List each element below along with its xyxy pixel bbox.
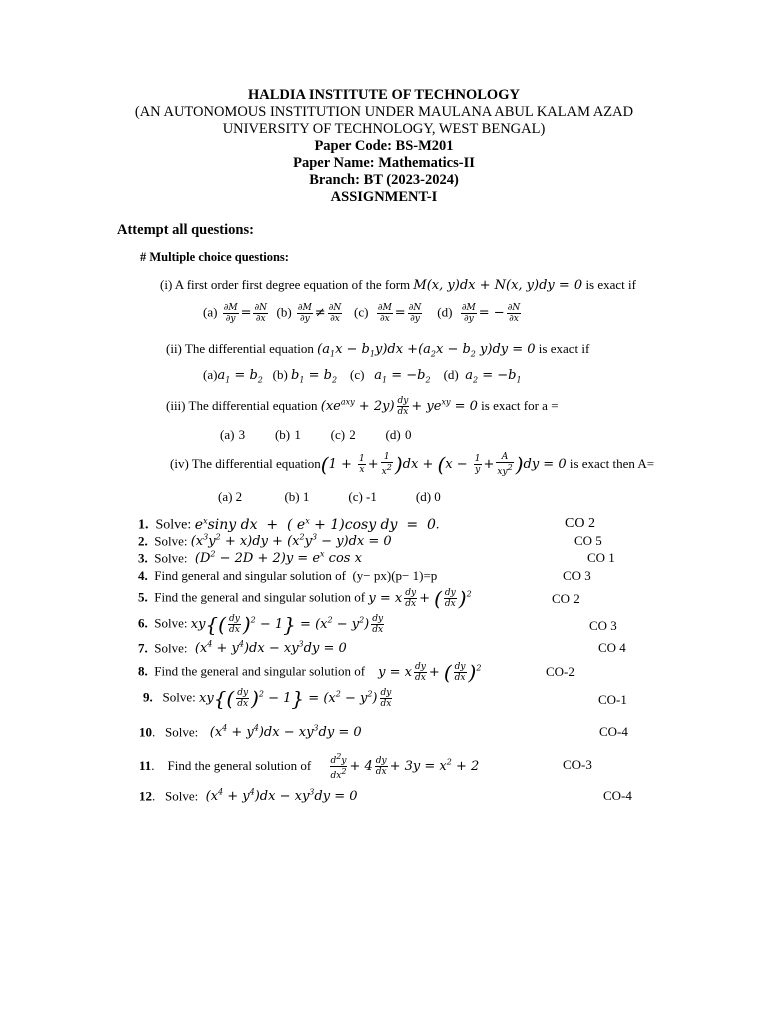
question-9-co: CO-1 bbox=[598, 692, 627, 707]
paper-code: Paper Code: BS-M201 bbox=[314, 138, 454, 154]
mcq-1-options: (a) $\frac{\partial M}{\partial y}$ = $\frac{\partial N}{\partial x}$ (b) $\frac{\partial M}{\partial y}$ ≠ $\frac{\partial N}{\partial x}$ (c) $\frac{\partial M}{\partial x}$ = $\frac{\partial N}{\partial y}$ (d) $\frac{\partial M}{\partial y}$ = − $\frac{\partial N}{\partial x}$ bbox=[203, 303, 521, 324]
question-6: 6. Solve: xy{( $\frac{dy}{dx}$ )$^2 - 1\} = (x^2 - y^2)$ $\frac{dy}{dx}$ bbox=[138, 612, 384, 636]
mcq-2-question bbox=[166, 341, 589, 359]
mcq-1-tail: is exact if bbox=[585, 277, 636, 292]
question-10-co: CO-4 bbox=[599, 724, 628, 739]
question-8-co: CO-2 bbox=[546, 664, 575, 679]
mcq-heading: # Multiple choice questions: bbox=[140, 250, 289, 264]
mcq-3-tail: is exact for a = bbox=[481, 398, 559, 413]
question-3-co: CO 1 bbox=[587, 550, 615, 565]
mcq-1-question bbox=[160, 277, 636, 293]
mcq-3-text: (iii) The differential equation bbox=[166, 398, 318, 413]
assignment-title: ASSIGNMENT-I bbox=[330, 189, 438, 205]
paper-name: Paper Name: Mathematics-II bbox=[293, 155, 475, 171]
mcq-1-opt-b: (b) bbox=[276, 304, 292, 320]
question-6-co: CO 3 bbox=[589, 618, 617, 633]
question-12-co: CO-4 bbox=[603, 788, 632, 803]
mcq-2-text: (ii) The differential equation bbox=[166, 341, 314, 356]
institute-subtitle-1: (AN AUTONOMOUS INSTITUTION UNDER MAULANA ABUL KALAM AZAD bbox=[134, 104, 634, 120]
attempt-all-heading: Attempt all questions: bbox=[117, 222, 254, 238]
question-2: 2. Solve: $(x^3y^2 + x)dy + (x^2y^3 - y)dx = 0$ bbox=[138, 533, 392, 550]
mcq-1-opt-a: (a) bbox=[203, 304, 218, 320]
question-4: 4. Find general and singular solution of (y− px)(p− 1)=p bbox=[138, 568, 438, 583]
question-7-co: CO 4 bbox=[598, 640, 626, 655]
mcq-1-equation: M(x, y)dx + N(x, y)dy = 0 bbox=[413, 278, 583, 293]
question-1: 1. Solve: $e^x\sin y$ dx + ( $e^x + 1)\cos y$ dy = 0. bbox=[138, 516, 440, 533]
question-5: 5. Find the general and singular solution of y = x $\frac{dy}{dx}$ + ( $\frac{dy}{dx}$ )$^2$ bbox=[138, 586, 472, 610]
question-11: 11. Find the general solution of $\frac{d^2y}{dx^2}$ + 4 $\frac{dy}{dx}$ + $3y = x^2 + 2$ bbox=[139, 752, 480, 781]
mcq-2-tail: is exact if bbox=[538, 341, 590, 356]
institute-subtitle-2: UNIVERSITY OF TECHNOLOGY, WEST BENGAL) bbox=[222, 121, 546, 137]
mcq-3-equation: $(xe^{axy} + 2y)$ $\frac{dy}{dx}$ + $ye^{xy} = 0$ bbox=[320, 396, 478, 417]
question-4-co: CO 3 bbox=[563, 568, 591, 583]
mcq-4-options: (a) 2 (b) 1 (c) -1 (d) 0 bbox=[218, 489, 441, 504]
mcq-4-tail: is exact then A= bbox=[569, 456, 655, 471]
question-12: 12. Solve: $(x^4 + y^4)dx - xy^3dy = 0$ bbox=[139, 788, 358, 805]
question-2-co: CO 5 bbox=[574, 533, 602, 548]
mcq-1-opt-d: (d) bbox=[437, 304, 453, 320]
mcq-3-options: (a) 3 (b) 1 (c) 2 (d) 0 bbox=[220, 427, 412, 442]
question-9: 9. Solve: xy{( $\frac{dy}{dx}$ )$^2 - 1\} = (x^2 - y^2)$ $\frac{dy}{dx}$ bbox=[143, 686, 392, 710]
mcq-1-text: (i) A first order first degree equation of the form bbox=[160, 277, 411, 292]
question-10: 10. Solve: $(x^4 + y^4)dx - xy^3dy = 0$ bbox=[139, 724, 362, 741]
question-3: 3. Solve: $(D^2 - 2D + 2)y = e^x$ cos x bbox=[138, 550, 362, 567]
question-1-co: CO 2 bbox=[565, 516, 595, 531]
mcq-4-text: (iv) The differential equation bbox=[170, 456, 321, 471]
question-8: 8. Find the general and singular solution of y = x $\frac{dy}{dx}$ + ( $\frac{dy}{dx}$ )$^2$ bbox=[138, 660, 482, 684]
mcq-4-equation: (1 + $\frac{1}{x}$ + $\frac{1}{x^2}$ )dx + (x − $\frac{1}{y}$ + $\frac{A}{xy^2}$ )dy = 0 bbox=[320, 452, 567, 477]
mcq-3-question bbox=[166, 396, 559, 417]
mcq-1-opt-c: (c) bbox=[353, 304, 369, 320]
branch: Branch: BT (2023-2024) bbox=[309, 172, 459, 188]
question-7: 7. Solve: $(x^4 + y^4)dx - xy^3dy = 0$ bbox=[138, 640, 347, 657]
question-11-co: CO-3 bbox=[563, 757, 592, 772]
mcq-4-question bbox=[170, 452, 654, 477]
question-5-co: CO 2 bbox=[552, 591, 580, 606]
mcq-2-options: $(a)a_1 = b_2$ (b) $b_1 = b_2$ (c) $a_1 = -b_2$ (d) $a_2 = -b_1$ bbox=[203, 367, 522, 385]
mcq-2-equation: $(a_1x - b_1y)dx +(a_2x - b_2$ y)dy = 0 bbox=[317, 342, 536, 359]
institute-name: HALDIA INSTITUTE OF TECHNOLOGY bbox=[248, 87, 520, 103]
